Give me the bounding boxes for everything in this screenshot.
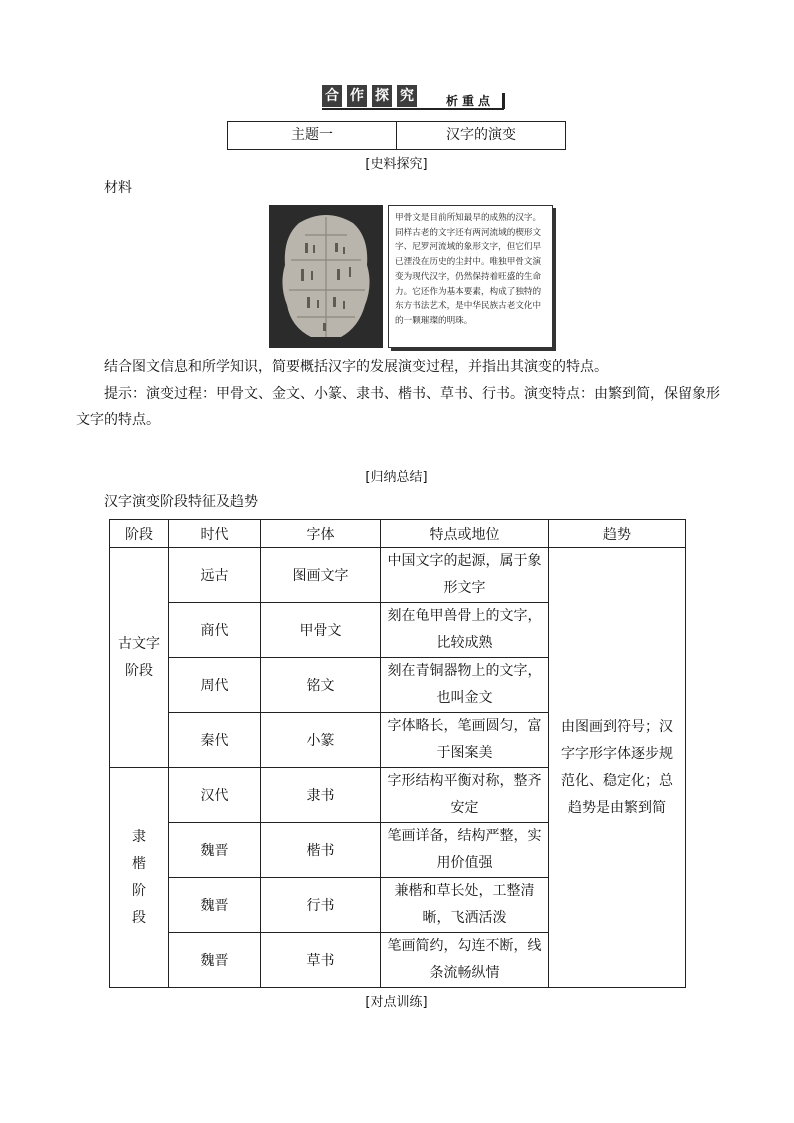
era-cell: 汉代 (169, 768, 261, 823)
era-cell: 魏晋 (169, 933, 261, 988)
feature-cell: 笔画详备，结构严整，实用价值强 (381, 823, 549, 878)
era-cell: 商代 (169, 603, 261, 658)
answer-text: 提示：演变过程：甲骨文、金文、小篆、隶书、楷书、草书、行书。演变特点：由繁到简，保留象形文字的特点。 (76, 386, 720, 428)
section-heading-summary: [归纳总结] (365, 470, 428, 485)
feature-cell: 笔画简约，勾连不断，线条流畅纵情 (381, 933, 549, 988)
table-row (110, 548, 686, 603)
era-cell: 周代 (169, 658, 261, 713)
font-cell: 楷书 (261, 823, 381, 878)
question-text: 结合图文信息和所学知识，简要概括汉字的发展演变过程，并指出其演变的特点。 (104, 359, 608, 375)
stage-lishu-kaishu (110, 768, 169, 988)
feature-cell: 刻在龟甲兽骨上的文字，比较成熟 (381, 603, 549, 658)
font-cell: 隶书 (261, 768, 381, 823)
header-feature: 特点或地位 (381, 520, 549, 548)
stage-lishu-kaishu-label: 隶楷阶段 (132, 828, 146, 926)
font-cell: 小篆 (261, 713, 381, 768)
era-cell: 远古 (169, 548, 261, 603)
feature-cell: 字体略长，笔画圆匀，富于图案美 (381, 713, 549, 768)
oracle-bone-photo (269, 205, 383, 348)
section-heading-history: [史料探究] (365, 157, 428, 172)
font-cell: 铭文 (261, 658, 381, 713)
era-cell: 秦代 (169, 713, 261, 768)
topic-box (227, 121, 566, 150)
section-banner (322, 85, 504, 113)
material-label: 材料 (104, 180, 132, 196)
feature-cell: 刻在青铜器物上的文字，也叫金文 (381, 658, 549, 713)
feature-cell: 中国文字的起源，属于象形文字 (381, 548, 549, 603)
trend-cell: 由图画到符号；汉字字形字体逐步规范化、稳定化；总趋势是由繁到简 (549, 548, 686, 988)
font-cell: 图画文字 (261, 548, 381, 603)
topic-title: 汉字的演变 (446, 127, 516, 143)
oracle-bone-caption: 甲骨文是目前所知最早的成熟的汉字。同样古老的文字还有两河流域的楔形文字、尼罗河流域的象形文字，但它们早已湮没在历史的尘封中。唯独甲骨文演变为现代汉字，仍然保持着旺盛的生命力。它还作为基本要素，构成了独特的东方书法艺术，是中华民族古老文化中的一颗璀璨的明珠。 (388, 205, 553, 348)
table-header-row (110, 520, 686, 548)
table-title: 汉字演变阶段特征及趋势 (104, 494, 258, 510)
banner-subtitle: 析重点 (438, 93, 505, 109)
header-trend: 趋势 (549, 520, 686, 548)
banner-tile: 究 (397, 85, 417, 107)
font-cell: 甲骨文 (261, 603, 381, 658)
era-cell: 魏晋 (169, 823, 261, 878)
section-heading-practice: [对点训练] (365, 995, 428, 1010)
feature-cell: 字形结构平衡对称，整齐安定 (381, 768, 549, 823)
font-cell: 草书 (261, 933, 381, 988)
banner-tile: 探 (372, 85, 392, 107)
header-era: 时代 (169, 520, 261, 548)
evolution-table (109, 519, 686, 988)
era-cell: 魏晋 (169, 878, 261, 933)
feature-cell: 兼楷和草长处，工整清晰，飞洒活泼 (381, 878, 549, 933)
stage-ancient: 古文字阶段 (110, 548, 169, 768)
banner-tile: 作 (347, 85, 367, 107)
header-font: 字体 (261, 520, 381, 548)
font-cell: 行书 (261, 878, 381, 933)
topic-label: 主题一 (228, 122, 397, 149)
header-stage: 阶段 (110, 520, 169, 548)
banner-tile: 合 (322, 85, 342, 107)
